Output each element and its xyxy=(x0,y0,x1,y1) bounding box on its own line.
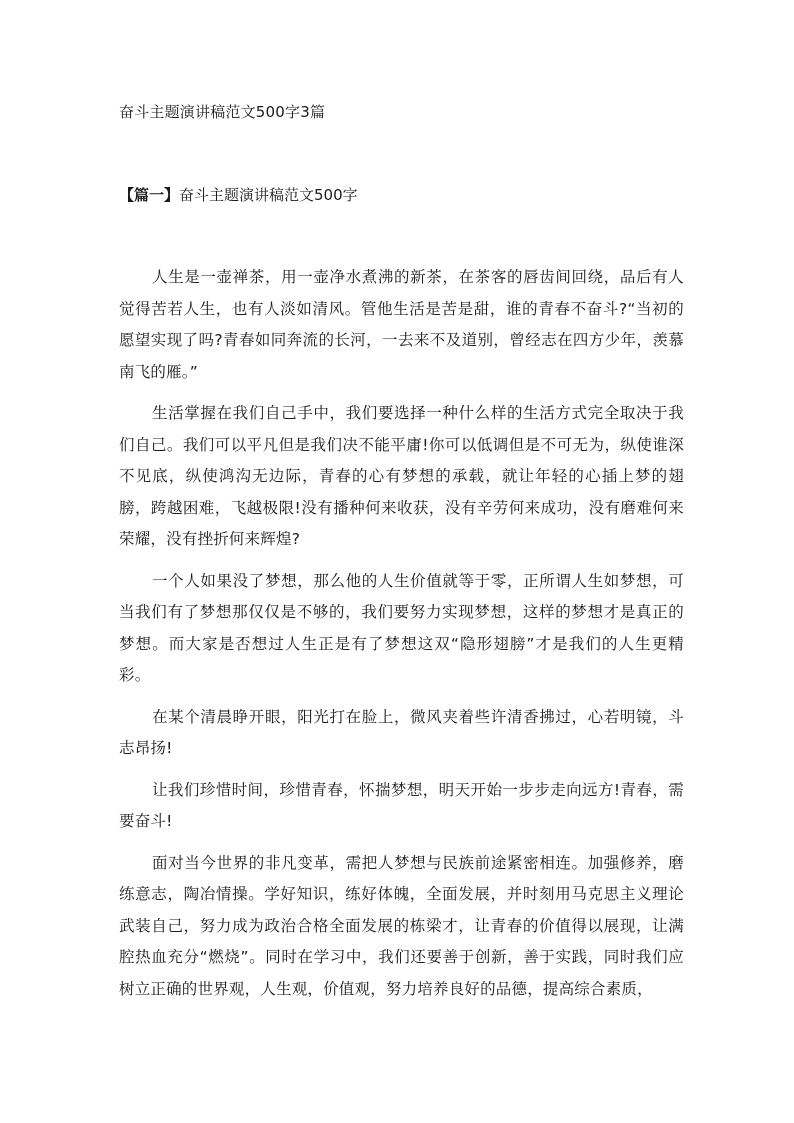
paragraph: 在某个清晨睁开眼，阳光打在脸上，微风夹着些许清香拂过，心若明镜，斗志昂扬! xyxy=(119,707,684,757)
paragraph: 一个人如果没了梦想，那么他的人生价值就等于零，正所谓人生如梦想，可当我们有了梦想那仅仅是不够的，我们要努力实现梦想，这样的梦想才是真正的梦想。而大家是否想过人生正是有了梦想这双“隐形翅膀”才是我们的人生更精彩。 xyxy=(119,571,684,684)
body-text xyxy=(119,262,684,1015)
paragraph: 生活掌握在我们自己手中，我们要选择一种什么样的生活方式完全取决于我们自己。我们可以平凡但是我们决不能平庸!你可以低调但是不可无为，纵使谁深不见底，纵使鸿沟无边际，青春的心有梦想的承载，就让年轻的心插上梦的翅膀，跨越困难，飞越极限!没有播种何来收获，没有辛劳何来成功，没有磨难何来荣耀，没有挫折何来辉煌? xyxy=(119,404,684,548)
section-label: 【篇一】 xyxy=(119,186,180,204)
document-title: 奋斗主题演讲稿范文500字3篇 xyxy=(119,103,326,121)
section-heading xyxy=(119,184,358,206)
paragraph: 人生是一壶禅茶，用一壶净水煮沸的新茶，在茶客的唇齿间回绕，品后有人觉得苦若人生，也有人淡如清风。管他生活是苦是甜，谁的青春不奋斗?“当初的愿望实现了吗?青春如同奔流的长河，一去来不及道别，曾经志在四方少年，羡慕南飞的雁。” xyxy=(119,268,684,381)
paragraph: 让我们珍惜时间，珍惜青春，怀揣梦想，明天开始一步步走向远方!青春，需要奋斗! xyxy=(119,780,684,830)
section-heading-text: 奋斗主题演讲稿范文500字 xyxy=(179,186,358,204)
paragraph: 面对当今世界的非凡变革，需把人梦想与民族前途紧密相连。加强修养，磨练意志，陶冶情操。学好知识，练好体魄，全面发展，并时刻用马克思主义理论武装自己，努力成为政治合格全面发展的栋梁才，让青春的价值得以展现，让满腔热血充分“燃烧”。同时在学习中，我们还要善于创新，善于实践，同时我们应树立正确的世界观，人生观，价值观，努力培养良好的品德，提高综合素质， xyxy=(119,853,684,998)
